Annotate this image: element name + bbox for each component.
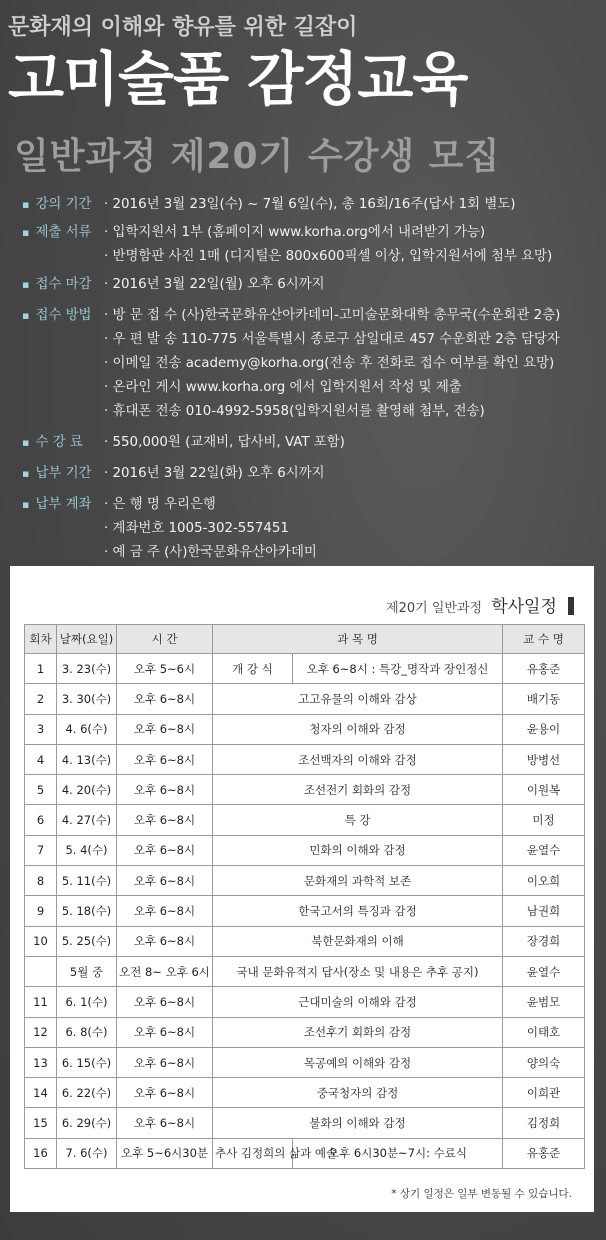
cell-prof: 장경희 xyxy=(503,926,585,956)
cell-subject-a: 개 강 식 xyxy=(213,654,293,684)
cell-time: 오후 6~8시 xyxy=(117,1017,213,1047)
cell-subject-b: 오후 6시30분~7시: 수료식 xyxy=(293,1138,503,1168)
cell-time: 오후 6~8시 xyxy=(117,987,213,1017)
info-label: ▪ 제출 서류 xyxy=(22,221,91,245)
cell-subject: 조선전기 회화의 감정 xyxy=(213,775,503,805)
cell-no: 11 xyxy=(25,987,57,1017)
info-value: · 반명함판 사진 1매 (디지털은 800x600픽셀 이상, 입학지원서에 첨부 요망) xyxy=(104,249,553,264)
cell-prof: 이희관 xyxy=(503,1078,585,1108)
cell-time: 오후 6~8시 xyxy=(117,1047,213,1077)
table-row xyxy=(25,1047,585,1077)
info-row xyxy=(22,376,602,400)
cell-prof: 미정 xyxy=(503,805,585,835)
cell-date: 5. 25(수) xyxy=(57,926,117,956)
table-row xyxy=(25,684,585,714)
cell-prof: 윤열수 xyxy=(503,956,585,986)
cell-prof: 이태호 xyxy=(503,1017,585,1047)
cell-subject: 조선백자의 이해와 감정 xyxy=(213,744,503,774)
info-label: ▪ 접수 마감 xyxy=(22,273,91,297)
cell-subject: 목공예의 이해와 감정 xyxy=(213,1047,503,1077)
col-header-subject: 과 목 명 xyxy=(213,625,503,654)
table-header-row xyxy=(25,625,585,654)
page-subtitle: 일반과정 제20기 수강생 모집 xyxy=(14,136,501,177)
cell-time: 오후 6~8시 xyxy=(117,926,213,956)
cell-no: 16 xyxy=(25,1138,57,1168)
col-header-date: 날짜(요일) xyxy=(57,625,117,654)
cell-date: 5. 18(수) xyxy=(57,896,117,926)
cell-date: 4. 6(수) xyxy=(57,714,117,744)
cell-prof: 유홍준 xyxy=(503,654,585,684)
info-value: · 예 금 주 (사)한국문화유산아카데미 xyxy=(104,545,317,560)
cell-no: 1 xyxy=(25,654,57,684)
cell-date: 5월 중 xyxy=(57,956,117,986)
cell-time: 오후 6~8시 xyxy=(117,896,213,926)
cell-prof: 윤범모 xyxy=(503,987,585,1017)
cell-no: 8 xyxy=(25,866,57,896)
cell-no: 15 xyxy=(25,1108,57,1138)
cell-date: 3. 23(수) xyxy=(57,654,117,684)
cell-time: 오후 6~8시 xyxy=(117,1078,213,1108)
cell-prof: 유홍준 xyxy=(503,1138,585,1168)
table-row xyxy=(25,956,585,986)
col-header-time: 시 간 xyxy=(117,625,213,654)
info-value: · 온라인 게시 www.korha.org 에서 입학지원서 작성 및 제출 xyxy=(104,380,462,395)
cell-time: 오후 6~8시 xyxy=(117,775,213,805)
info-row xyxy=(22,400,602,424)
table-row xyxy=(25,714,585,744)
cell-subject: 특 강 xyxy=(213,805,503,835)
col-header-prof: 교 수 명 xyxy=(503,625,585,654)
info-value: · 이메일 전송 academy@korha.org(전송 후 전화로 접수 여부를 확인 요망) xyxy=(104,356,555,371)
schedule-note: * 상기 일정은 일부 변동될 수 있습니다. xyxy=(391,1188,572,1200)
table-row xyxy=(25,835,585,865)
cell-subject: 문화재의 과학적 보존 xyxy=(213,866,503,896)
info-row xyxy=(22,541,602,565)
info-row xyxy=(22,517,602,541)
info-label: ▪ 접수 방법 xyxy=(22,304,91,328)
cell-time: 오후 6~8시 xyxy=(117,835,213,865)
cell-subject-b: 오후 6~8시 : 특강_명작과 장인정신 xyxy=(293,654,503,684)
cell-no: 13 xyxy=(25,1047,57,1077)
info-label: ▪ 수 강 료 xyxy=(22,431,83,455)
cell-time: 오후 6~8시 xyxy=(117,744,213,774)
info-label: ▪ 납부 기간 xyxy=(22,462,91,486)
cell-time: 오후 6~8시 xyxy=(117,714,213,744)
cell-date: 4. 27(수) xyxy=(57,805,117,835)
cell-subject: 근대미술의 이해와 감정 xyxy=(213,987,503,1017)
cell-date: 6. 1(수) xyxy=(57,987,117,1017)
cell-prof: 윤용이 xyxy=(503,714,585,744)
cell-time: 오후 6~8시 xyxy=(117,684,213,714)
heading-bar xyxy=(568,597,574,615)
cell-prof: 배기동 xyxy=(503,684,585,714)
cell-date: 4. 13(수) xyxy=(57,744,117,774)
cell-no: 10 xyxy=(25,926,57,956)
table-row xyxy=(25,1017,585,1047)
cell-subject: 조선후기 회화의 감정 xyxy=(213,1017,503,1047)
info-value: · 입학지원서 1부 (홈페이지 www.korha.org에서 내려받기 가능) xyxy=(104,225,486,240)
info-row xyxy=(22,328,602,352)
info-row xyxy=(22,493,602,517)
cell-date: 5. 11(수) xyxy=(57,866,117,896)
cell-time: 오전 8~ 오후 6시 xyxy=(117,956,213,986)
cell-no: 3 xyxy=(25,714,57,744)
schedule-panel xyxy=(10,566,594,1212)
table-row xyxy=(25,654,585,684)
cell-time: 오후 6~8시 xyxy=(117,1108,213,1138)
info-row xyxy=(22,221,602,245)
cell-prof: 이원복 xyxy=(503,775,585,805)
tagline: 문화재의 이해와 향유를 위한 길잡이 xyxy=(8,15,358,40)
info-value: · 은 행 명 우리은행 xyxy=(104,497,216,512)
cell-time: 오후 5~6시 xyxy=(117,654,213,684)
info-value: · 2016년 3월 22일(화) 오후 6시까지 xyxy=(104,466,325,481)
table-row xyxy=(25,805,585,835)
cell-date: 6. 8(수) xyxy=(57,1017,117,1047)
cell-date: 6. 22(수) xyxy=(57,1078,117,1108)
cell-no: 7 xyxy=(25,835,57,865)
cell-date: 7. 6(수) xyxy=(57,1138,117,1168)
schedule-heading xyxy=(386,592,574,617)
page-title: 고미술품 감정교육 xyxy=(8,45,468,113)
col-header-no: 회차 xyxy=(25,625,57,654)
cell-subject: 민화의 이해와 감정 xyxy=(213,835,503,865)
cell-subject: 한국고서의 특징과 감정 xyxy=(213,896,503,926)
cell-subject: 청자의 이해와 감정 xyxy=(213,714,503,744)
info-value: · 계좌번호 1005-302-557451 xyxy=(104,521,289,536)
schedule-heading-sub: 제20기 일반과정 xyxy=(386,601,483,616)
cell-date: 3. 30(수) xyxy=(57,684,117,714)
schedule-heading-main: 학사일정 xyxy=(491,597,557,617)
info-label: ▪ 강의 기간 xyxy=(22,193,91,217)
cell-no xyxy=(25,956,57,986)
cell-subject: 중국청자의 감정 xyxy=(213,1078,503,1108)
cell-prof: 양의숙 xyxy=(503,1047,585,1077)
info-value: · 2016년 3월 23일(수) ~ 7월 6일(수), 총 16회/16주(답사 1회 별도) xyxy=(104,197,516,212)
table-row xyxy=(25,775,585,805)
table-row xyxy=(25,926,585,956)
cell-no: 9 xyxy=(25,896,57,926)
info-row xyxy=(22,245,602,269)
cell-time: 오후 5~6시30분 xyxy=(117,1138,213,1168)
table-row xyxy=(25,866,585,896)
cell-subject: 북한문화재의 이해 xyxy=(213,926,503,956)
cell-subject: 국내 문화유적지 답사(장소 및 내용은 추후 공지) xyxy=(213,956,503,986)
cell-prof: 윤열수 xyxy=(503,835,585,865)
cell-date: 4. 20(수) xyxy=(57,775,117,805)
info-value: · 방 문 접 수 (사)한국문화유산아카데미-고미술문화대학 총무국(수운회관 2층) xyxy=(104,308,561,323)
cell-date: 6. 15(수) xyxy=(57,1047,117,1077)
info-row xyxy=(22,462,602,486)
info-value: · 2016년 3월 22일(월) 오후 6시까지 xyxy=(104,277,325,292)
cell-no: 12 xyxy=(25,1017,57,1047)
info-value: · 550,000원 (교재비, 답사비, VAT 포함) xyxy=(104,435,345,450)
info-row xyxy=(22,304,602,328)
info-row xyxy=(22,352,602,376)
cell-no: 6 xyxy=(25,805,57,835)
cell-prof: 남권희 xyxy=(503,896,585,926)
table-row xyxy=(25,1078,585,1108)
cell-no: 14 xyxy=(25,1078,57,1108)
info-value: · 휴대폰 전송 010-4992-5958(입학지원서를 촬영해 첨부, 전송) xyxy=(104,404,485,419)
cell-prof: 김정희 xyxy=(503,1108,585,1138)
cell-date: 6. 29(수) xyxy=(57,1108,117,1138)
info-label: ▪ 납부 계좌 xyxy=(22,493,91,517)
info-row xyxy=(22,273,602,297)
schedule-table xyxy=(24,624,585,1169)
cell-no: 5 xyxy=(25,775,57,805)
table-row xyxy=(25,896,585,926)
cell-time: 오후 6~8시 xyxy=(117,805,213,835)
table-row xyxy=(25,1138,585,1168)
table-row xyxy=(25,744,585,774)
cell-no: 2 xyxy=(25,684,57,714)
cell-subject-a: 추사 김정희의 삶과 예술 xyxy=(213,1138,293,1168)
info-row xyxy=(22,193,602,217)
cell-no: 4 xyxy=(25,744,57,774)
info-value: · 우 편 발 송 110-775 서울특별시 종로구 삼일대로 457 수운회관 2층 담당자 xyxy=(104,332,560,347)
cell-subject: 고고유물의 이해와 감상 xyxy=(213,684,503,714)
cell-subject: 불화의 이해와 감정 xyxy=(213,1108,503,1138)
table-row xyxy=(25,1108,585,1138)
table-row xyxy=(25,987,585,1017)
info-section xyxy=(22,193,602,565)
info-row xyxy=(22,431,602,455)
cell-prof: 방병선 xyxy=(503,744,585,774)
cell-prof: 이오희 xyxy=(503,866,585,896)
cell-time: 오후 6~8시 xyxy=(117,866,213,896)
cell-date: 5. 4(수) xyxy=(57,835,117,865)
